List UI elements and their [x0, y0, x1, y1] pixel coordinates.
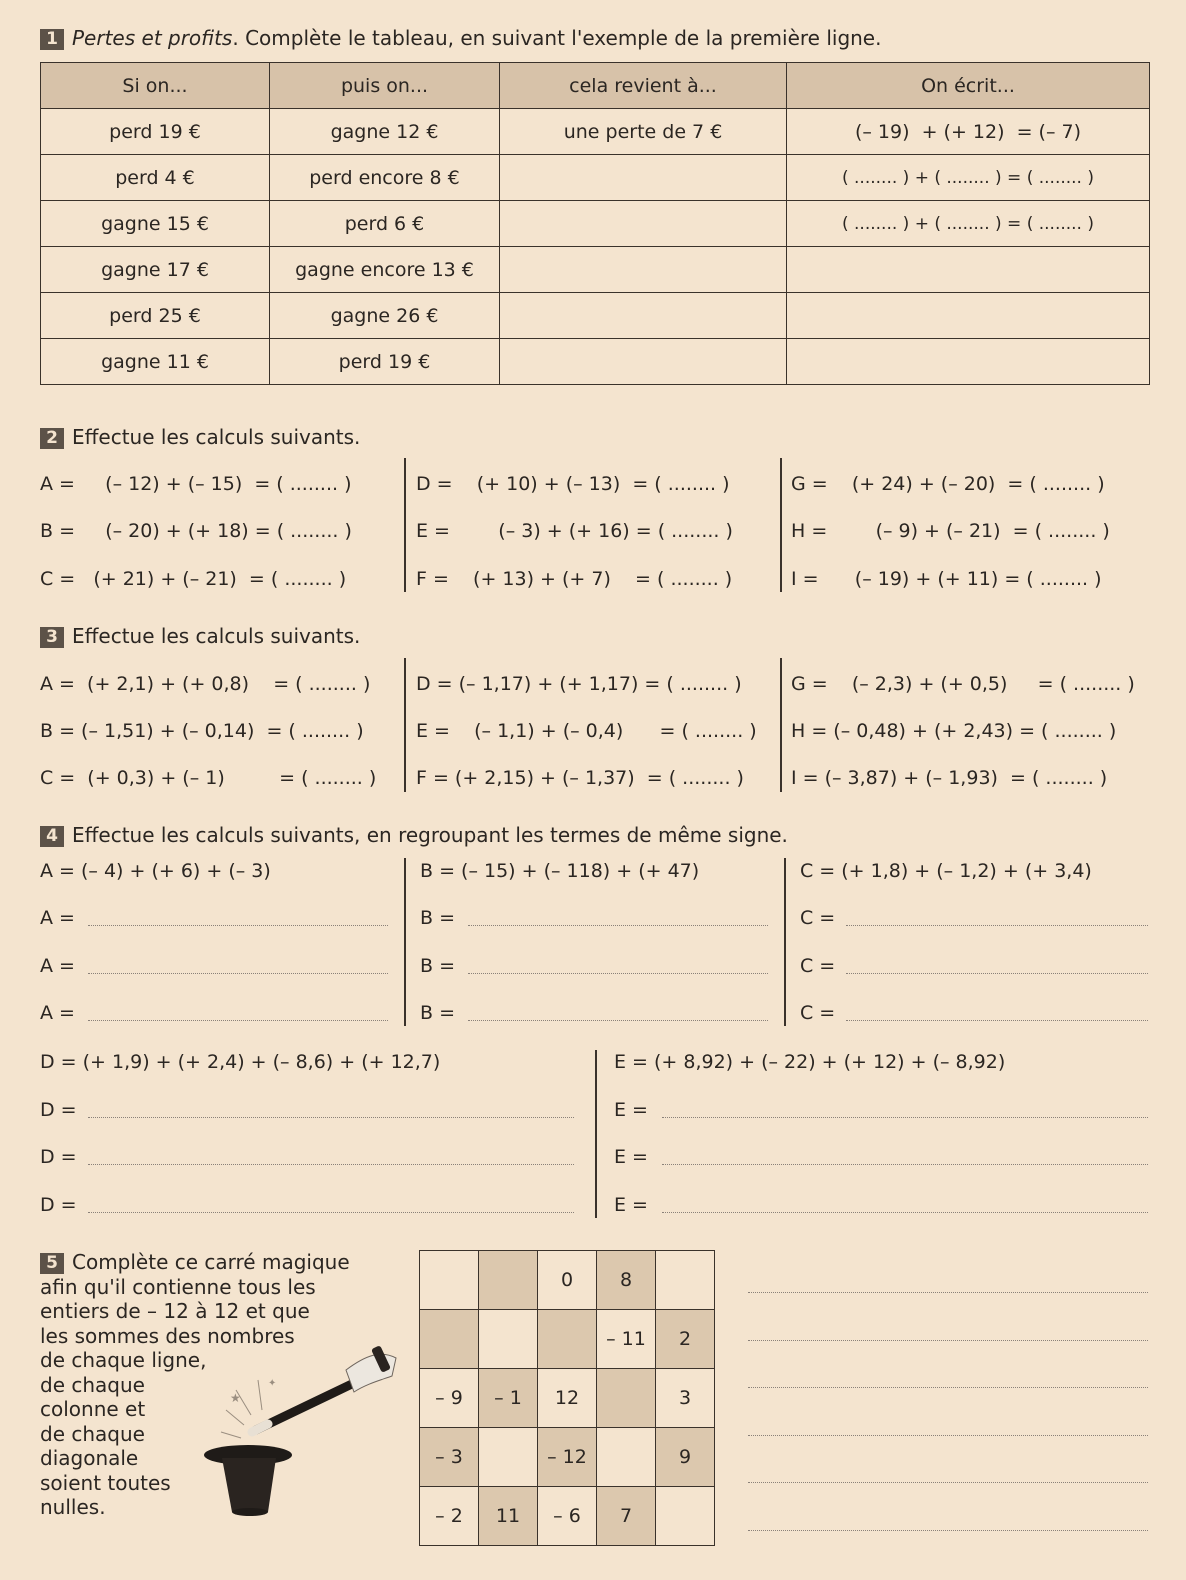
ex4-label-e: E = [614, 1099, 648, 1121]
answer-line[interactable] [88, 1117, 574, 1118]
table-row [420, 1251, 715, 1310]
ex4-expr-c: C = (+ 1,8) + (– 1,2) + (+ 3,4) [800, 860, 1092, 882]
ex2-calc[interactable]: H = (– 9) + (– 21) = ( ........ ) [791, 520, 1110, 542]
ex1-header: puis on... [270, 63, 500, 109]
magic-cell[interactable] [479, 1251, 538, 1310]
ex4-expr-b: B = (– 15) + (– 118) + (+ 47) [420, 860, 700, 882]
ex1-answer-cell[interactable] [500, 155, 787, 201]
ex4-label-a: A = [40, 955, 75, 977]
table-row [41, 201, 1150, 247]
table-row [420, 1487, 715, 1546]
answer-line[interactable] [748, 1292, 1148, 1293]
ex4-label-c: C = [800, 1002, 836, 1024]
table-row [41, 293, 1150, 339]
magic-cell: – 2 [420, 1487, 479, 1546]
ex1-title-em: Pertes et profits [72, 26, 233, 50]
ex3-calc[interactable]: B = (– 1,51) + (– 0,14) = ( ........ ) [40, 720, 364, 742]
answer-line[interactable] [748, 1435, 1148, 1436]
ex4-expr-a: A = (– 4) + (+ 6) + (– 3) [40, 860, 271, 882]
ex4-label-d: D = [40, 1099, 77, 1121]
magic-cell: 8 [597, 1251, 656, 1310]
ex3-calc[interactable]: G = (– 2,3) + (+ 0,5) = ( ........ ) [791, 673, 1135, 695]
answer-line[interactable] [748, 1530, 1148, 1531]
ex4-label-c: C = [800, 907, 836, 929]
svg-text:✦: ✦ [268, 1378, 277, 1389]
ex1-answer-cell[interactable] [787, 293, 1150, 339]
ex4-expr-e: E = (+ 8,92) + (– 22) + (+ 12) + (– 8,92) [614, 1051, 1006, 1073]
ex1-answer-cell[interactable]: ( ........ ) + ( ........ ) = ( ........ ) [787, 155, 1150, 201]
answer-line[interactable] [662, 1164, 1148, 1165]
ex1-header: On écrit... [787, 63, 1150, 109]
ex1-table [40, 62, 1150, 385]
magic-hat-icon [196, 1340, 406, 1520]
answer-line[interactable] [468, 1020, 768, 1021]
magic-cell[interactable] [538, 1310, 597, 1369]
ex4-label-a: A = [40, 907, 75, 929]
ex1-answer-cell[interactable] [500, 201, 787, 247]
ex5-line: soient toutes [40, 1470, 171, 1495]
magic-cell[interactable] [479, 1428, 538, 1487]
ex1-answer-cell[interactable] [787, 339, 1150, 385]
ex2-calc[interactable]: A = (– 12) + (– 15) = ( ........ ) [40, 473, 352, 495]
magic-cell[interactable] [479, 1310, 538, 1369]
divider [780, 658, 782, 792]
answer-line[interactable] [846, 973, 1148, 974]
answer-line[interactable] [748, 1340, 1148, 1341]
ex3-calc[interactable]: A = (+ 2,1) + (+ 0,8) = ( ........ ) [40, 673, 371, 695]
magic-cell[interactable] [420, 1310, 479, 1369]
magic-cell: 12 [538, 1369, 597, 1428]
ex4-label-d: D = [40, 1194, 77, 1216]
ex5-line: Complète ce carré magique [72, 1250, 350, 1274]
ex1-cell: perd encore 8 € [270, 155, 500, 201]
ex5-line: diagonale [40, 1446, 139, 1470]
ex5-line: entiers de – 12 à 12 et que [40, 1299, 310, 1323]
ex2-title: Effectue les calculs suivants. [72, 425, 361, 449]
magic-cell: – 1 [479, 1369, 538, 1428]
ex1-answer-cell[interactable]: ( ........ ) + ( ........ ) = ( ........ ) [787, 201, 1150, 247]
magic-square [419, 1250, 715, 1546]
ex1-cell: une perte de 7 € [500, 109, 787, 155]
magic-cell[interactable] [597, 1369, 656, 1428]
ex4-title: Effectue les calculs suivants, en regroupant les termes de même signe. [72, 823, 788, 847]
ex4-label-b: B = [420, 1002, 455, 1024]
answer-line[interactable] [662, 1117, 1148, 1118]
ex4-label-a: A = [40, 1002, 75, 1024]
ex2-calc[interactable]: F = (+ 13) + (+ 7) = ( ........ ) [416, 568, 733, 590]
ex4-label-e: E = [614, 1146, 648, 1168]
ex4-label-b: B = [420, 955, 455, 977]
answer-line[interactable] [748, 1387, 1148, 1388]
magic-cell: 9 [656, 1428, 715, 1487]
ex5-line: de chaque [40, 1372, 145, 1397]
divider [784, 858, 786, 1026]
ex3-number: 3 [40, 627, 64, 648]
divider [404, 858, 406, 1026]
ex1-header-row [41, 63, 1150, 109]
ex5-line: afin qu'il contienne tous les [40, 1274, 316, 1299]
ex5-line: de chaque ligne, [40, 1348, 207, 1372]
ex1-answer-cell[interactable] [787, 247, 1150, 293]
magic-cell[interactable] [420, 1251, 479, 1310]
table-row [420, 1369, 715, 1428]
ex2-calc[interactable]: C = (+ 21) + (– 21) = ( ........ ) [40, 568, 347, 590]
table-row [41, 339, 1150, 385]
ex1-cell: (– 19) + (+ 12) = (– 7) [787, 109, 1150, 155]
magic-cell[interactable] [656, 1251, 715, 1310]
ex1-cell: gagne encore 13 € [270, 247, 500, 293]
magic-cell: 11 [479, 1487, 538, 1546]
ex2-calc[interactable]: B = (– 20) + (+ 18) = ( ........ ) [40, 520, 352, 542]
ex3-calc[interactable]: H = (– 0,48) + (+ 2,43) = ( ........ ) [791, 720, 1117, 742]
magic-cell: 3 [656, 1369, 715, 1428]
magic-cell: – 9 [420, 1369, 479, 1428]
ex1-answer-cell[interactable] [500, 293, 787, 339]
answer-line[interactable] [846, 925, 1148, 926]
ex4-label-b: B = [420, 907, 455, 929]
magic-cell: – 11 [597, 1310, 656, 1369]
ex4-label-e: E = [614, 1194, 648, 1216]
ex4-number: 4 [40, 826, 64, 847]
ex3-calc[interactable]: I = (– 3,87) + (– 1,93) = ( ........ ) [791, 767, 1108, 789]
answer-line[interactable] [468, 925, 768, 926]
magic-cell: – 3 [420, 1428, 479, 1487]
answer-line[interactable] [88, 1164, 574, 1165]
divider [404, 658, 406, 792]
table-row [41, 247, 1150, 293]
answer-line[interactable] [88, 1212, 574, 1213]
table-row [420, 1428, 715, 1487]
ex5-number: 5 [40, 1253, 64, 1274]
answer-line[interactable] [662, 1212, 1148, 1213]
divider [780, 458, 782, 592]
ex1-cell: gagne 15 € [41, 201, 270, 247]
ex1-header: Si on... [41, 63, 270, 109]
ex1-cell: perd 25 € [41, 293, 270, 339]
divider [404, 458, 406, 592]
ex3-calc[interactable]: F = (+ 2,15) + (– 1,37) = ( ........ ) [416, 767, 744, 789]
answer-line[interactable] [468, 973, 768, 974]
ex2-heading [40, 425, 360, 449]
ex2-calc[interactable]: I = (– 19) + (+ 11) = ( ........ ) [791, 568, 1102, 590]
ex5-line: les sommes des nombres [40, 1323, 295, 1348]
ex1-header: cela revient à... [500, 63, 787, 109]
divider [595, 1050, 597, 1218]
ex1-answer-cell[interactable] [500, 247, 787, 293]
table-row [420, 1310, 715, 1369]
ex1-cell: gagne 12 € [270, 109, 500, 155]
ex1-cell: perd 19 € [270, 339, 500, 385]
ex4-label-d: D = [40, 1146, 77, 1168]
ex2-calc[interactable]: E = (– 3) + (+ 16) = ( ........ ) [416, 520, 733, 542]
ex3-heading [40, 624, 360, 648]
ex5-line: nulles. [40, 1495, 106, 1519]
ex4-expr-d: D = (+ 1,9) + (+ 2,4) + (– 8,6) + (+ 12,7) [40, 1051, 441, 1073]
ex2-calc[interactable]: G = (+ 24) + (– 20) = ( ........ ) [791, 473, 1105, 495]
magic-cell: – 12 [538, 1428, 597, 1487]
ex1-cell: perd 4 € [41, 155, 270, 201]
answer-line[interactable] [88, 925, 388, 926]
ex1-answer-cell[interactable] [500, 339, 787, 385]
magic-cell[interactable] [597, 1428, 656, 1487]
ex4-label-c: C = [800, 955, 836, 977]
ex5-line: colonne et [40, 1397, 146, 1421]
ex1-cell: gagne 26 € [270, 293, 500, 339]
magic-cell: 7 [597, 1487, 656, 1546]
ex2-number: 2 [40, 428, 64, 449]
ex1-heading [40, 26, 881, 50]
answer-line[interactable] [88, 1020, 388, 1021]
ex5-line: de chaque [40, 1421, 145, 1446]
magic-cell: 0 [538, 1251, 597, 1310]
magic-cell[interactable] [656, 1487, 715, 1546]
ex4-heading [40, 823, 788, 847]
answer-line[interactable] [88, 973, 388, 974]
ex1-cell: gagne 17 € [41, 247, 270, 293]
svg-text:★: ★ [230, 1391, 241, 1405]
ex2-calc[interactable]: D = (+ 10) + (– 13) = ( ........ ) [416, 473, 730, 495]
magic-cell: 2 [656, 1310, 715, 1369]
ex3-calc[interactable]: C = (+ 0,3) + (– 1) = ( ........ ) [40, 767, 377, 789]
table-row [41, 155, 1150, 201]
ex1-cell: perd 6 € [270, 201, 500, 247]
magic-cell: – 6 [538, 1487, 597, 1546]
ex3-calc[interactable]: E = (– 1,1) + (– 0,4) = ( ........ ) [416, 720, 757, 742]
ex1-title-rest: . Complète le tableau, en suivant l'exemple de la première ligne. [232, 26, 882, 50]
answer-line[interactable] [846, 1020, 1148, 1021]
answer-line[interactable] [748, 1482, 1148, 1483]
ex3-calc[interactable]: D = (– 1,17) + (+ 1,17) = ( ........ ) [416, 673, 742, 695]
ex1-cell: perd 19 € [41, 109, 270, 155]
table-row [41, 109, 1150, 155]
ex3-title: Effectue les calculs suivants. [72, 624, 361, 648]
ex1-cell: gagne 11 € [41, 339, 270, 385]
ex1-number: 1 [40, 29, 64, 50]
